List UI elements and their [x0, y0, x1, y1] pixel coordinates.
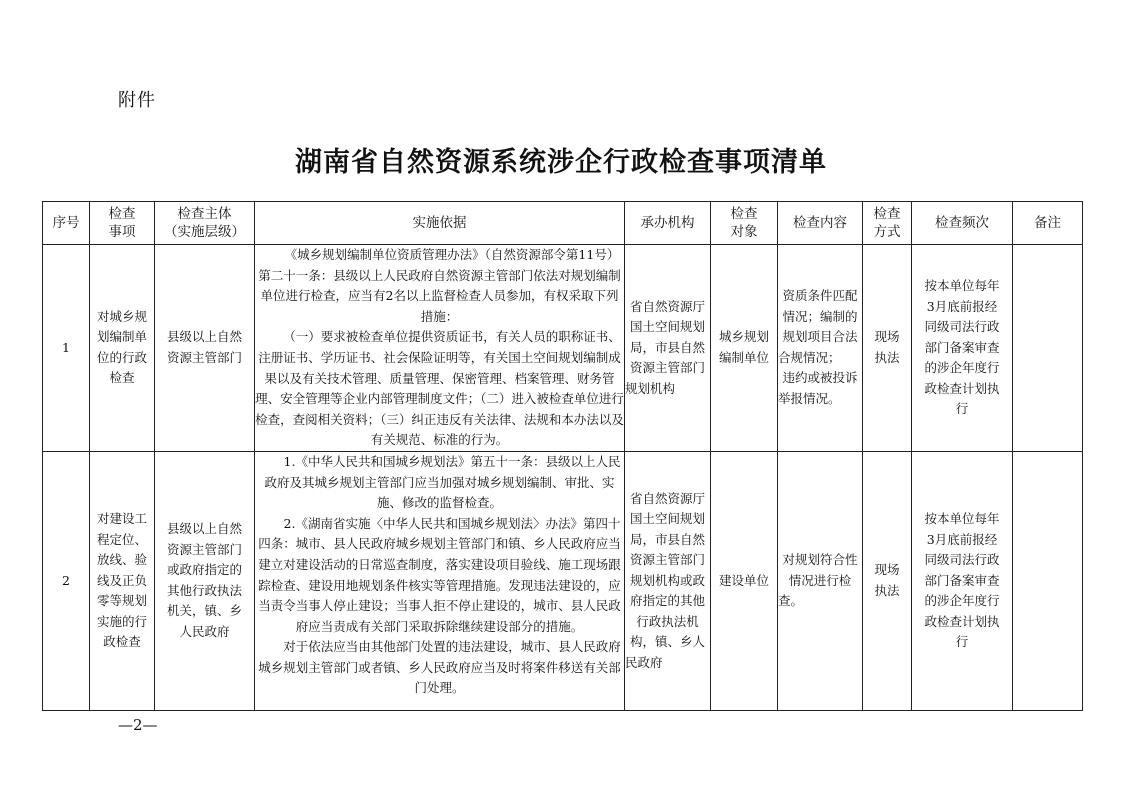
- row-subject: 县级以上自然 资源主管部门: [155, 245, 255, 452]
- row-agency: 省自然资源厅国土空间规划局，市县自然资源主管部门规划机构或政府指定的其他行政执法机构，镇、乡人民政府: [625, 451, 711, 710]
- basis-paragraph: 1.《中华人民共和国城乡规划法》第五十一条：县级以上人民政府及其城乡规划主管部门应当加强对城乡规划编制、审批、实施、修改的监督检查。: [264, 453, 621, 511]
- header-basis: 实施依据: [255, 202, 625, 245]
- row-agency: 省自然资源厅国土空间规划局，市县自然资源主管部门规划机构: [625, 245, 711, 452]
- page-number: —2—: [118, 716, 158, 734]
- row-remark: [1013, 451, 1083, 710]
- header-seq: 序号: [43, 202, 90, 245]
- row-basis: [255, 451, 625, 710]
- row-method: 现场 执法: [863, 451, 912, 710]
- header-item: 检查 事项: [90, 202, 155, 245]
- row-frequency: 按本单位每年 3月底前报经 同级司法行政 部门备案审查 的涉企年度行 政检查计划执 行: [912, 245, 1013, 452]
- row-basis: [255, 245, 625, 452]
- basis-paragraph: 对于依法应当由其他部门处置的违法建设，城市、县人民政府城乡规划主管部门或者镇、乡人民政府应当及时将案件移送有关部门处理。: [258, 639, 621, 696]
- content-line: 违约或被投诉举报情况。: [778, 370, 858, 406]
- table-header-row: [43, 202, 1083, 245]
- row-frequency: 按本单位每年 3月底前报经 同级司法行政 部门备案审查 的涉企年度行 政检查计划执 行: [912, 451, 1013, 710]
- content-line: 资质条件匹配情况；编制的规划项目合法合规情况；: [778, 288, 858, 365]
- basis-paragraph: （一）要求被检查单位提供资质证书，有关人员的职称证书、注册证书、学历证书、社会保险证明等，有关国土空间规划编制成果以及有关技术管理、质量管理、保密管理、档案管理、财务管理、安全管理等企业内部管理制度文件；（二）进入被检查单位进行检查，查阅相关资料；（三）纠正违反有关法律、法规和本办法以及有关规范、标准的行为。: [255, 329, 624, 448]
- row-item: 对建设工 程定位、 放线、验 线及正负 零等规划 实施的行 政检查: [90, 451, 155, 710]
- basis-paragraph: 2.《湖南省实施〈中华人民共和国城乡规划法〉办法》第四十四条：城市、县人民政府城乡规划主管部门和镇、乡人民政府应当建立对建设活动的日常巡查制度，落实建设项目验线、施工现场跟踪检查、建设用地规划条件核实等管理措施。发现违法建设的，应当责令当事人停止建设；当事人拒不停止建设的，城市、县人民政府应当责成有关部门采取拆除继续建设部分的措施。: [258, 515, 621, 634]
- header-frequency: 检查频次: [912, 202, 1013, 245]
- row-remark: [1013, 245, 1083, 452]
- document-title: 湖南省自然资源系统涉企行政检查事项清单: [295, 147, 827, 178]
- row-subject: 县级以上自然 资源主管部门 或政府指定的 其他行政执法 机关，镇、乡 人民政府: [155, 451, 255, 710]
- table-row: [43, 245, 1083, 452]
- row-target: 城乡规划 编制单位: [711, 245, 778, 452]
- row-target: 建设单位: [711, 451, 778, 710]
- table-row: [43, 451, 1083, 710]
- header-agency: 承办机构: [625, 202, 711, 245]
- header-target: 检查 对象: [711, 202, 778, 245]
- header-content: 检查内容: [778, 202, 863, 245]
- header-method: 检查 方式: [863, 202, 912, 245]
- header-subject: 检查主体 （实施层级）: [155, 202, 255, 245]
- row-method: 现场 执法: [863, 245, 912, 452]
- row-item: 对城乡规 划编制单 位的行政 检查: [90, 245, 155, 452]
- row-seq: 1: [43, 245, 90, 452]
- attachment-label: 附件: [118, 90, 156, 111]
- row-content: [778, 451, 863, 710]
- row-seq: 2: [43, 451, 90, 710]
- header-remark: 备注: [1013, 202, 1083, 245]
- row-content: [778, 245, 863, 452]
- basis-paragraph: 《城乡规划编制单位资质管理办法》（自然资源部令第11号）第二十一条：县级以上人民政府自然资源主管部门依法对规划编制单位进行检查，应当有2名以上监督检查人员参加，有权采取下列措施：: [258, 247, 621, 324]
- content-line: 对规划符合性情况进行检查。: [778, 552, 858, 609]
- inspection-table: [42, 201, 1083, 711]
